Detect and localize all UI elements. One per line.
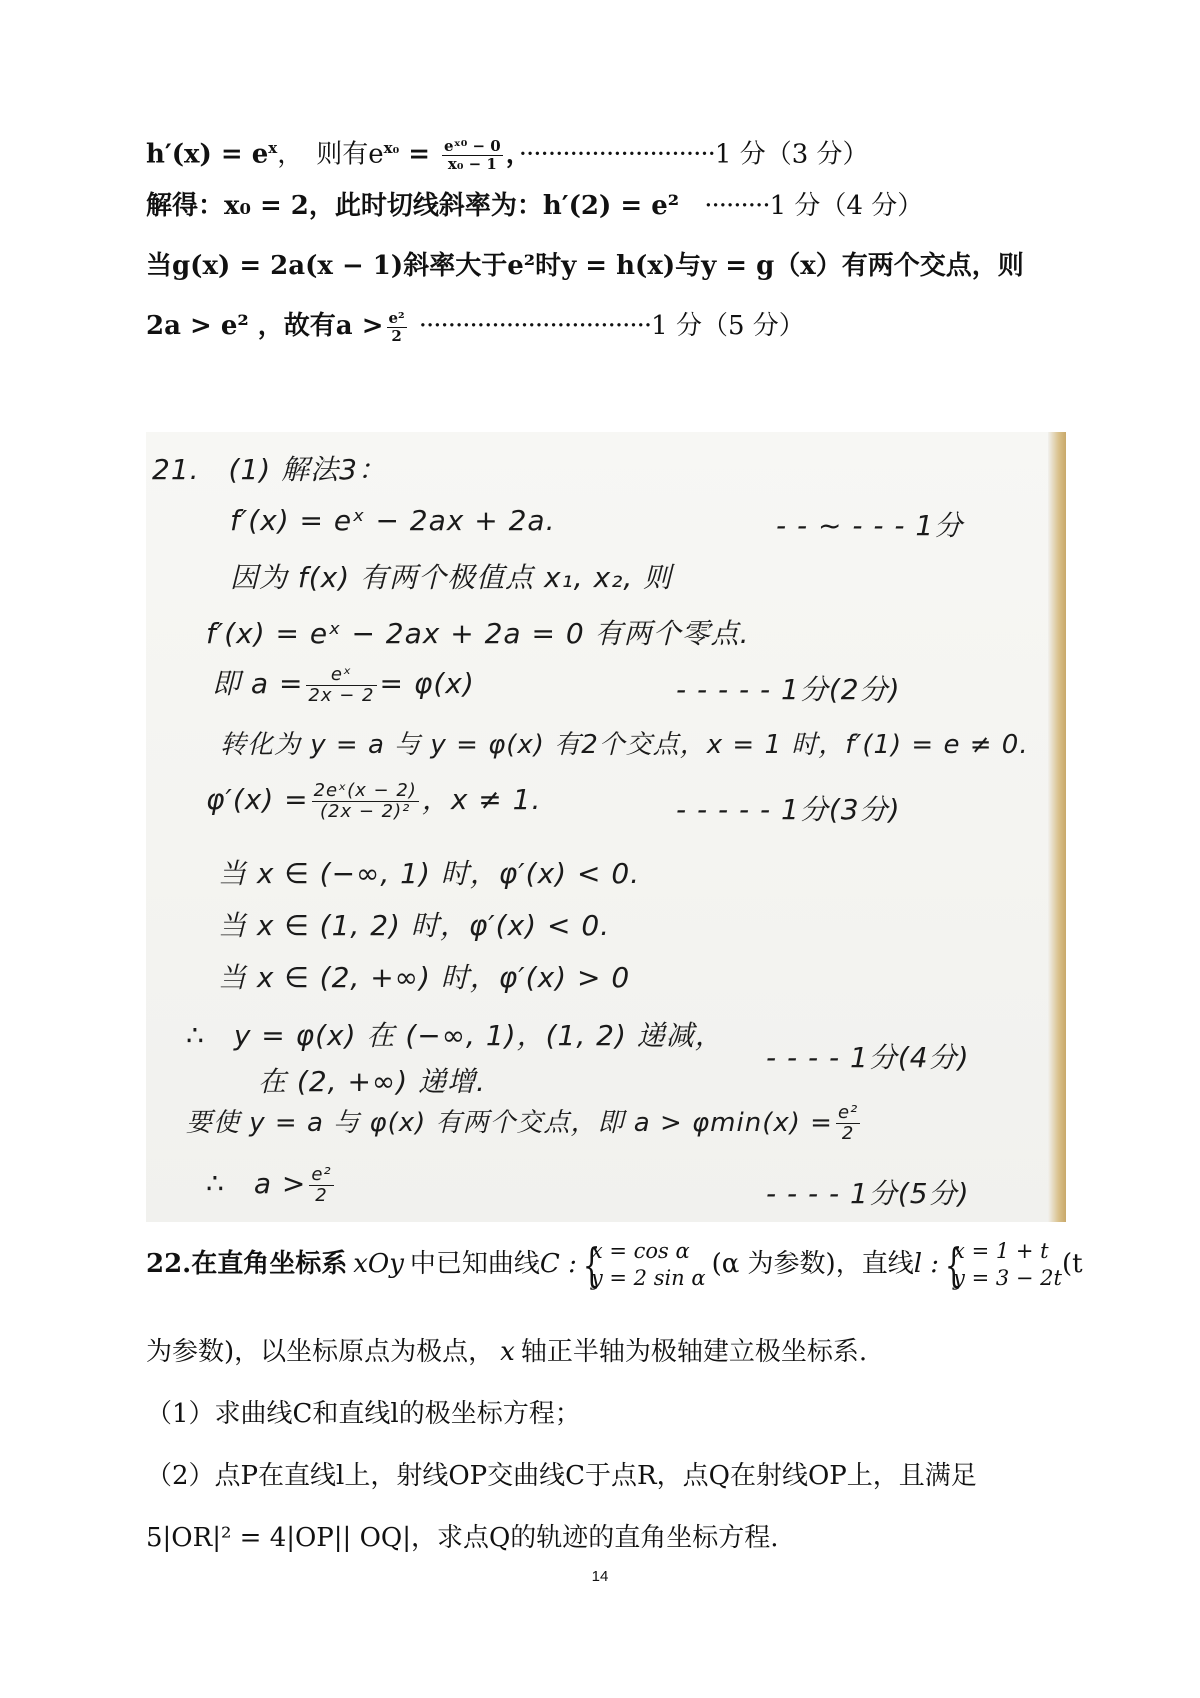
solution-line-2 (146, 186, 923, 226)
hw-text: ，x ≠ 1. (421, 783, 542, 816)
problem-22-question-2: （2）点P在直线l上，射线OP交曲线C于点R，点Q在射线OP上，且满足 (146, 1461, 977, 1491)
fraction (309, 1165, 333, 1206)
line-name: l : (913, 1249, 940, 1279)
score-label: 1 分（4 分） (769, 191, 924, 221)
problem-text: (α 为参数)，直线 (711, 1249, 914, 1279)
exponent: x₀ (383, 139, 400, 157)
hw-score: - - - - 1分(4分) (766, 1041, 970, 1074)
curve-equation-system (577, 1238, 706, 1292)
hw-text: ∴ a > (206, 1167, 307, 1200)
score-label: 1 分（5 分） (651, 311, 805, 341)
hw-line-5 (212, 662, 475, 706)
solution-line-4 (146, 306, 805, 346)
leader-dots: ··························· (518, 139, 715, 170)
solution-line-3 (146, 246, 1024, 286)
hw-line-10: 当 x ∈ (2, +∞) 时，φ′(x) > 0 (218, 961, 631, 994)
fraction-numerator: eˣ (306, 665, 376, 686)
comma: ， (505, 139, 519, 170)
fraction (387, 310, 407, 345)
paper-edge (1048, 432, 1066, 1222)
hw-score: - - - - - 1分(3分) (676, 793, 901, 826)
hw-line-4: f′(x) = eˣ − 2ax + 2a = 0 有两个零点. (206, 617, 750, 650)
hw-line-11: ∴ y = φ(x) 在 (−∞, 1)，(1, 2) 递减， (186, 1019, 724, 1052)
fraction-numerator: e² (311, 1163, 332, 1185)
hw-line-13 (186, 1102, 863, 1144)
fraction-denominator: 2 (391, 326, 402, 345)
fraction (442, 138, 503, 173)
hw-text: 即 a = (212, 667, 304, 700)
fraction-denominator: 2 (315, 1184, 328, 1206)
fraction (306, 665, 376, 706)
equation-row: y = 3 − 2t (953, 1266, 1062, 1290)
problem-text: (t (1061, 1249, 1083, 1279)
axis-name: x (500, 1337, 515, 1367)
hw-line-14 (206, 1162, 337, 1206)
leader-dots: ········· (704, 191, 770, 221)
equation-row: x = 1 + t (953, 1239, 1049, 1263)
left-brace: { (582, 1238, 601, 1292)
hw-line-3: 因为 f(x) 有两个极值点 x₁, x₂, 则 (230, 561, 673, 594)
derivative-expression: h′(x) = e (146, 139, 269, 170)
problem-text: 轴正半轴为极轴建立极坐标系. (520, 1337, 868, 1367)
problem-22-statement (146, 1234, 1083, 1294)
fraction-numerator: 2eˣ(x − 2) (313, 779, 417, 801)
line4-text: 2a > e² ，故有a > (146, 311, 384, 341)
line2-text: 解得：x₀ = 2，此时切线斜率为：h′(2) = e² (146, 191, 680, 221)
fraction (836, 1103, 860, 1144)
hw-text: 要使 y = a 与 φ(x) 有两个交点，即 a > φmin(x) = (186, 1108, 833, 1138)
hw-text: = φ(x) (379, 667, 475, 700)
fraction-denominator: 2x − 2 (308, 684, 375, 706)
line3-text: 当g(x) = 2a(x − 1)斜率大于e²时y = h(x)与y = g（x）有两个交点，则 (146, 251, 1024, 281)
page-number: 14 (591, 1568, 609, 1585)
hw-line-7 (206, 778, 541, 822)
line1-middle: ， 则有e (277, 139, 384, 170)
fraction-denominator: 2 (841, 1123, 855, 1144)
fraction-numerator: e² (388, 308, 405, 327)
curve-name: C : (539, 1249, 577, 1279)
fraction (312, 781, 419, 822)
fraction-denominator: (2x − 2)² (320, 800, 411, 822)
problem-text: 中已知曲线 (409, 1249, 540, 1279)
problem-22-question-1: （1）求曲线C和直线l的极坐标方程； (146, 1399, 581, 1429)
hw-line-12: 在 (2, +∞) 递增. (258, 1065, 486, 1098)
score-label: 1 分（3 分） (714, 139, 869, 170)
handwritten-solution-photo (146, 432, 1066, 1222)
hw-line-6: 转化为 y = a 与 y = φ(x) 有2个交点，x = 1 时，f′(1) = e ≠ 0. (220, 730, 1029, 760)
hw-score: - - - - - 1分(2分) (676, 673, 901, 706)
hw-score: - - ~ - - - 1分 (776, 509, 964, 542)
hw-line-1: 21. (1) 解法3： (152, 453, 387, 486)
left-brace: { (944, 1238, 963, 1292)
solution-line-1 (146, 128, 869, 175)
coordinate-system: xOy (353, 1249, 404, 1279)
hw-text: f′(x) = eˣ − 2ax + 2a. (230, 504, 556, 537)
problem-text: 为参数)，以坐标原点为极点， (146, 1337, 495, 1367)
problem-22-continuation (146, 1332, 867, 1372)
fraction-denominator: x₀ − 1 (447, 155, 497, 174)
hw-score: - - - - 1分(5分) (766, 1177, 970, 1210)
fraction-numerator: eˣ⁰ − 0 (444, 137, 501, 156)
fraction-numerator: e² (837, 1102, 859, 1123)
equation-row: x = cos α (590, 1239, 690, 1263)
exponent: x (268, 139, 278, 157)
problem-22-condition: 5|OR|² = 4|OP|| OQ|，求点Q的轨迹的直角坐标方程. (146, 1523, 779, 1553)
hw-line-8: 当 x ∈ (−∞, 1) 时，φ′(x) < 0. (218, 857, 641, 890)
equation-row: y = 2 sin α (590, 1266, 706, 1290)
hw-text: φ′(x) = (206, 783, 309, 816)
hw-line-2 (230, 504, 556, 537)
line-equation-system (939, 1238, 1062, 1292)
leader-dots: ································ (418, 311, 652, 341)
problem-number: 22.在直角坐标系 (146, 1249, 348, 1279)
equals: = (399, 139, 440, 170)
hw-line-9: 当 x ∈ (1, 2) 时，φ′(x) < 0. (218, 909, 611, 942)
